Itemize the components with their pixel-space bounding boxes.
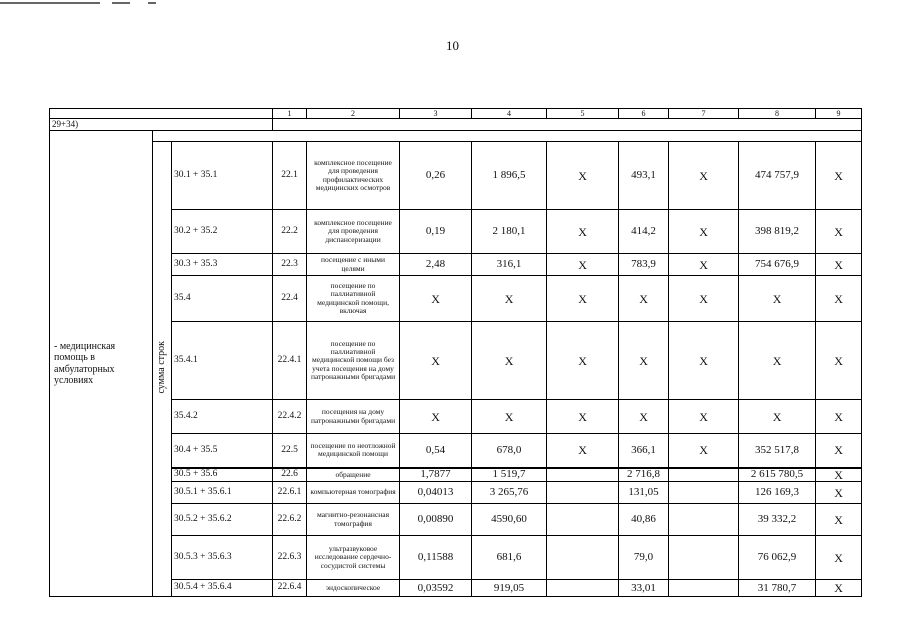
description-cell: посещение по паллиативной медицинской помощи, включая — [307, 276, 400, 322]
value-cell-c9: X — [816, 504, 862, 536]
value-cell-c7: X — [669, 400, 739, 434]
value-cell-c3: 0,11588 — [400, 536, 472, 580]
value-cell-c7: X — [669, 276, 739, 322]
description-cell: компьютерная томография — [307, 482, 400, 504]
formula-cell: 30.3 + 35.3 — [172, 254, 273, 276]
value-cell-c9: X — [816, 322, 862, 400]
continuation-empty-cell — [273, 119, 862, 131]
vertical-label-cell — [153, 142, 172, 597]
header-empty-cell — [50, 109, 273, 119]
column-number-row — [50, 109, 862, 119]
value-cell-c7 — [669, 482, 739, 504]
description-cell: обращение — [307, 468, 400, 482]
scan-artifact — [148, 2, 156, 4]
value-cell-c9: X — [816, 434, 862, 468]
value-cell-c5 — [547, 536, 619, 580]
row-number-cell: 22.6.4 — [273, 580, 307, 597]
row-number-cell: 22.6.1 — [273, 482, 307, 504]
row-number-cell: 22.4.1 — [273, 322, 307, 400]
value-cell-c4: 316,1 — [472, 254, 547, 276]
value-cell-c8: 474 757,9 — [739, 142, 816, 210]
value-cell-c3: 0,26 — [400, 142, 472, 210]
value-cell-c5: X — [547, 254, 619, 276]
value-cell-c8: 39 332,2 — [739, 504, 816, 536]
value-cell-c3: 0,03592 — [400, 580, 472, 597]
row-number-cell: 22.5 — [273, 434, 307, 468]
value-cell-c9: X — [816, 142, 862, 210]
value-cell-c8: X — [739, 276, 816, 322]
formula-cell: 30.2 + 35.2 — [172, 210, 273, 254]
value-cell-c5 — [547, 468, 619, 482]
value-cell-c7: X — [669, 210, 739, 254]
formula-cell: 30.1 + 35.1 — [172, 142, 273, 210]
value-cell-c8: 754 676,9 — [739, 254, 816, 276]
table-row — [50, 400, 862, 434]
column-number: 3 — [400, 109, 472, 119]
value-cell-c8: 352 517,8 — [739, 434, 816, 468]
value-cell-c7: X — [669, 254, 739, 276]
value-cell-c3: 1,7877 — [400, 468, 472, 482]
value-cell-c6: 2 716,8 — [619, 468, 669, 482]
value-cell-c9: X — [816, 400, 862, 434]
description-cell: эндоскопическое — [307, 580, 400, 597]
value-cell-c3: X — [400, 400, 472, 434]
column-number: 8 — [739, 109, 816, 119]
value-cell-c4: 678,0 — [472, 434, 547, 468]
column-number: 2 — [307, 109, 400, 119]
value-cell-c5: X — [547, 434, 619, 468]
value-cell-c8: 2 615 780,5 — [739, 468, 816, 482]
value-cell-c9: X — [816, 580, 862, 597]
table-row — [50, 580, 862, 597]
row-number-cell: 22.4 — [273, 276, 307, 322]
table-row — [50, 504, 862, 536]
value-cell-c6: 783,9 — [619, 254, 669, 276]
formula-cell: 30.5.2 + 35.6.2 — [172, 504, 273, 536]
column-number: 1 — [273, 109, 307, 119]
formula-cell: 30.5.1 + 35.6.1 — [172, 482, 273, 504]
value-cell-c4: 681,6 — [472, 536, 547, 580]
value-cell-c3: X — [400, 322, 472, 400]
row-number-cell: 22.6 — [273, 468, 307, 482]
value-cell-c7: X — [669, 322, 739, 400]
table-row — [50, 322, 862, 400]
row-number-cell: 22.6.3 — [273, 536, 307, 580]
description-cell: комплексное посещение для проведения профилактических медицинских осмотров — [307, 142, 400, 210]
table-row — [50, 536, 862, 580]
value-cell-c5: X — [547, 210, 619, 254]
table-row — [50, 254, 862, 276]
column-number: 4 — [472, 109, 547, 119]
value-cell-c9: X — [816, 482, 862, 504]
value-cell-c6: 493,1 — [619, 142, 669, 210]
table-row — [50, 434, 862, 468]
value-cell-c7: X — [669, 434, 739, 468]
value-cell-c6: X — [619, 276, 669, 322]
column-number: 7 — [669, 109, 739, 119]
document-table — [49, 108, 862, 597]
value-cell-c4: 919,05 — [472, 580, 547, 597]
table-row — [50, 142, 862, 210]
table-row — [50, 482, 862, 504]
value-cell-c4: X — [472, 276, 547, 322]
table-row — [50, 210, 862, 254]
section-label: - медицинская помощь в амбулаторных условиях — [50, 131, 153, 597]
value-cell-c8: 126 169,3 — [739, 482, 816, 504]
value-cell-c4: 1 519,7 — [472, 468, 547, 482]
column-number: 9 — [816, 109, 862, 119]
value-cell-c6: 33,01 — [619, 580, 669, 597]
description-cell: комплексное посещение для проведения диспансеризации — [307, 210, 400, 254]
value-cell-c8: 76 062,9 — [739, 536, 816, 580]
value-cell-c7 — [669, 468, 739, 482]
table-row — [50, 276, 862, 322]
value-cell-c3: 0,04013 — [400, 482, 472, 504]
value-cell-c5 — [547, 482, 619, 504]
value-cell-c6: 40,86 — [619, 504, 669, 536]
description-cell: посещение с иными целями — [307, 254, 400, 276]
value-cell-c4: X — [472, 400, 547, 434]
value-cell-c4: 4590,60 — [472, 504, 547, 536]
continuation-label: 29+34) — [50, 119, 273, 131]
value-cell-c6: 131,05 — [619, 482, 669, 504]
description-cell: посещения на дому патронажными бригадами — [307, 400, 400, 434]
value-cell-c6: 79,0 — [619, 536, 669, 580]
value-cell-c8: X — [739, 322, 816, 400]
formula-cell: 35.4 — [172, 276, 273, 322]
value-cell-c9: X — [816, 210, 862, 254]
value-cell-c3: 0,54 — [400, 434, 472, 468]
vertical-label: сумма строк — [156, 341, 167, 394]
value-cell-c6: 414,2 — [619, 210, 669, 254]
value-cell-c6: X — [619, 322, 669, 400]
row-number-cell: 22.4.2 — [273, 400, 307, 434]
description-cell: посещение по паллиативной медицинской помощи без учета посещения на дому патронажными бригадами — [307, 322, 400, 400]
value-cell-c3: 0,00890 — [400, 504, 472, 536]
value-cell-c4: 1 896,5 — [472, 142, 547, 210]
value-cell-c7 — [669, 580, 739, 597]
value-cell-c8: 398 819,2 — [739, 210, 816, 254]
value-cell-c8: 31 780,7 — [739, 580, 816, 597]
value-cell-c5 — [547, 504, 619, 536]
value-cell-c7 — [669, 536, 739, 580]
value-cell-c9: X — [816, 276, 862, 322]
continuation-row — [50, 119, 862, 131]
page-number: 10 — [446, 38, 459, 53]
formula-cell: 30.5 + 35.6 — [172, 468, 273, 482]
value-cell-c8: X — [739, 400, 816, 434]
column-number: 5 — [547, 109, 619, 119]
value-cell-c9: X — [816, 536, 862, 580]
value-cell-c4: 2 180,1 — [472, 210, 547, 254]
value-cell-c3: X — [400, 276, 472, 322]
value-cell-c9: X — [816, 254, 862, 276]
value-cell-c5 — [547, 580, 619, 597]
value-cell-c5: X — [547, 400, 619, 434]
table-row — [50, 468, 862, 482]
value-cell-c7 — [669, 504, 739, 536]
value-cell-c4: 3 265,76 — [472, 482, 547, 504]
formula-cell: 35.4.2 — [172, 400, 273, 434]
formula-cell: 30.5.4 + 35.6.4 — [172, 580, 273, 597]
value-cell-c3: 2,48 — [400, 254, 472, 276]
description-cell: ультразвуковое исследование сердечно-сосудистой системы — [307, 536, 400, 580]
row-number-cell: 22.2 — [273, 210, 307, 254]
scan-artifact — [0, 2, 100, 4]
value-cell-c5: X — [547, 142, 619, 210]
value-cell-c6: X — [619, 400, 669, 434]
formula-cell: 35.4.1 — [172, 322, 273, 400]
value-cell-c4: X — [472, 322, 547, 400]
value-cell-c3: 0,19 — [400, 210, 472, 254]
scan-artifact — [112, 2, 130, 4]
row-number-cell: 22.6.2 — [273, 504, 307, 536]
spacer-cell — [153, 131, 862, 142]
description-cell: магнитно-резонансная томография — [307, 504, 400, 536]
row-number-cell: 22.1 — [273, 142, 307, 210]
value-cell-c6: 366,1 — [619, 434, 669, 468]
formula-cell: 30.5.3 + 35.6.3 — [172, 536, 273, 580]
column-number: 6 — [619, 109, 669, 119]
spacer-row — [50, 131, 862, 142]
value-cell-c7: X — [669, 142, 739, 210]
description-cell: посещение по неотложной медицинской помощи — [307, 434, 400, 468]
row-number-cell: 22.3 — [273, 254, 307, 276]
value-cell-c9: X — [816, 468, 862, 482]
formula-cell: 30.4 + 35.5 — [172, 434, 273, 468]
value-cell-c5: X — [547, 276, 619, 322]
value-cell-c5: X — [547, 322, 619, 400]
